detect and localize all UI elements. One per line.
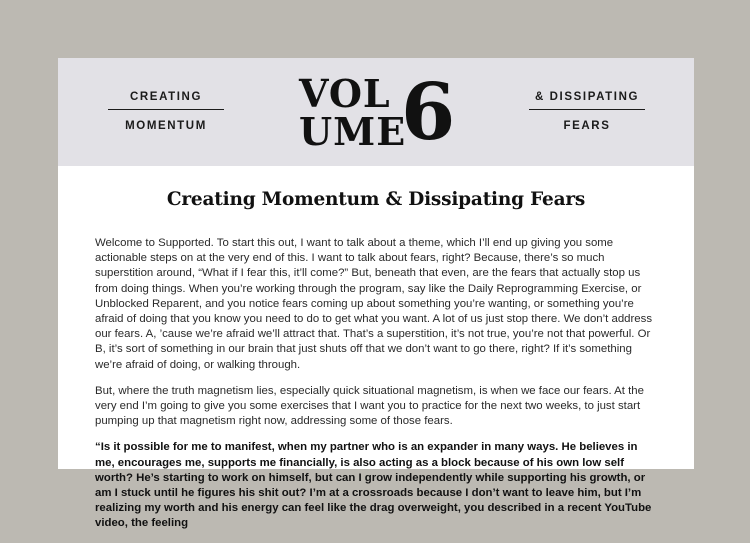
reader-question-quote: “Is it possible for me to manifest, when my partner who is an expander in many ways. He believes in me, encourages me, supports me financially, is also acting as a block because of his own low self worth? He’s starting to work on himself, but can I grow independently while supporting his growth, or am I stuck until he figures his shit out? I’m at a crossroads because I don’t want to leave him, but I’m realizing my worth and his energy can feel like the drag overweight, you described in a recent YouTube video, the feeling — [95, 441, 652, 530]
volume-logo-line2: UME — [299, 109, 407, 154]
banner-right-rule — [529, 109, 645, 110]
banner-left-rule — [108, 109, 224, 110]
banner-left-top: CREATING — [129, 91, 202, 103]
article-title: Creating Momentum & Dissipating Fears — [166, 189, 586, 210]
article-paragraph: Welcome to Supported. To start this out, I want to talk about a theme, which I’ll end up giving you some actionable steps on at the very end of this. I want to talk about fears, right? Because, there’s so much superstition around, “What if I fear this, it’ll come?” But, beneath that even, are the fears that actually stop us from doing things. When you’re working through the program, say like the Daily Reprogramming Exercise, or Unblocked Reparent, and you notice fears coming up about something you’re wanting, or something you’re afraid of doing that you know you need to do to get what you want. A lot of us just stop there. We don’t address our fears. A, ’cause we’re afraid we’ll attract that. That’s a superstition, it’s not true, you’re not that powerful. Or B, it’s sort of something in our brain that just shuts off that we don’t want to go there, right? If it’s something we’re afraid of doing, or walking through. — [95, 237, 653, 371]
banner-right-caption — [529, 88, 645, 134]
article-paragraph: But, where the truth magnetism lies, especially quick situational magnetism, is when we face our fears. At the very end I’m going to give you some exercises that I want you to practice for the next two weeks, to just start pumping up that magnetism right now, addressing some of those fears. — [95, 384, 644, 428]
banner-left-caption — [108, 88, 224, 134]
volume-number: 6 — [401, 67, 456, 158]
article-body — [95, 236, 660, 543]
volume-logo-line1: VOL — [299, 71, 391, 116]
volume-logo — [297, 67, 457, 158]
banner-left-bottom: MOMENTUM — [125, 120, 207, 132]
document-page — [58, 58, 694, 530]
banner-right-bottom: FEARS — [563, 120, 611, 132]
banner-right-top: & DISSIPATING — [534, 91, 640, 103]
volume-banner — [58, 58, 694, 166]
